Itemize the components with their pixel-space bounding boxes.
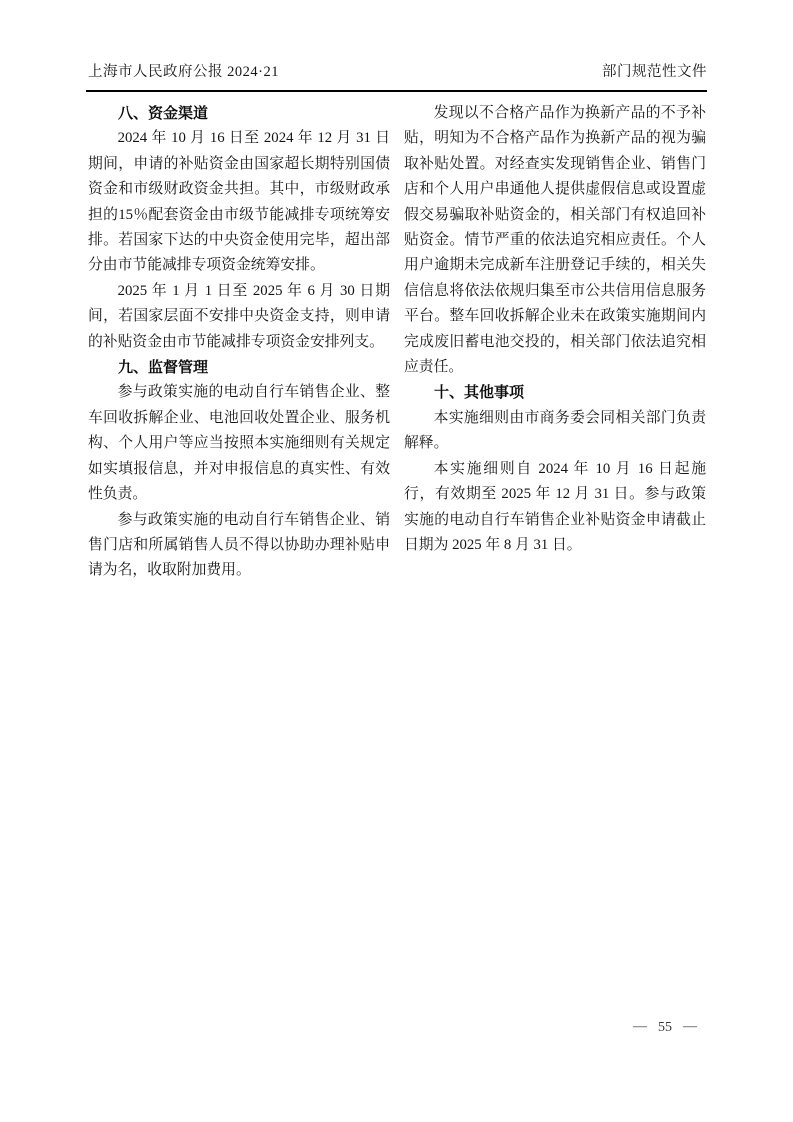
left-column xyxy=(88,101,390,584)
page-header xyxy=(88,60,707,81)
page-number: 55 xyxy=(658,1020,672,1035)
section-heading-other-matters: 十、其他事项 xyxy=(434,384,525,402)
paragraph: 本实施细则由市商务委会同相关部门负责解释。 xyxy=(404,409,706,452)
header-divider-rule xyxy=(86,90,707,92)
paragraph: 2024 年 10 月 16 日至 2024 年 12 月 31 日期间，申请的补贴资金由国家超长期特别国债资金和市级财政资金共担。其中，市级财政承担的15％配套资金由市级节能减排专项统筹安排。若国家下达的中央资金使用完毕，超出部分由市节能减排专项资金统筹安排。 xyxy=(88,130,390,274)
right-column xyxy=(404,101,706,584)
section-heading-supervision: 九、监督管理 xyxy=(118,359,209,377)
paragraph: 参与政策实施的电动自行车销售企业、销售门店和所属销售人员不得以协助办理补贴申请为名，收取附加费用。 xyxy=(88,511,390,579)
section-heading-funding-channels: 八、资金渠道 xyxy=(118,105,209,122)
footer-left-dash: — xyxy=(633,1019,647,1034)
page-number-footer xyxy=(633,1020,697,1036)
paragraph: 本实施细则自 2024 年 10 月 16 日起施行，有效期至 2025 年 12 月 31 日。参与政策实施的电动自行车销售企业补贴资金申请截止日期为 2025 年 8 月 31 日。 xyxy=(404,460,706,553)
document-body xyxy=(88,101,706,584)
header-publication-title: 上海市人民政府公报 2024·21 xyxy=(88,64,279,80)
paragraph: 发现以不合格产品作为换新产品的不予补贴，明知为不合格产品作为换新产品的视为骗取补贴处置。对经查实发现销售企业、销售门店和个人用户串通他人提供虚假信息或设置虚假交易骗取补贴资金的，相关部门有权追回补贴资金。情节严重的依法追究相应责任。个人用户逾期未完成新车注册登记手续的，相关失信信息将依法依规归集至市公共信用信息服务平台。整车回收拆解企业未在政策实施期间内完成废旧蓄电池交投的，相关部门依法追究相应责任。 xyxy=(404,105,706,376)
footer-right-dash: — xyxy=(683,1019,697,1034)
paragraph: 2025 年 1 月 1 日至 2025 年 6 月 30 日期间，若国家层面不安排中央资金支持，则申请的补贴资金由市节能减排专项资金安排列支。 xyxy=(88,282,390,350)
header-section-label: 部门规范性文件 xyxy=(602,64,707,80)
paragraph: 参与政策实施的电动自行车销售企业、整车回收拆解企业、电池回收处置企业、服务机构、个人用户等应当按照本实施细则有关规定如实填报信息，并对申报信息的真实性、有效性负责。 xyxy=(88,384,390,503)
